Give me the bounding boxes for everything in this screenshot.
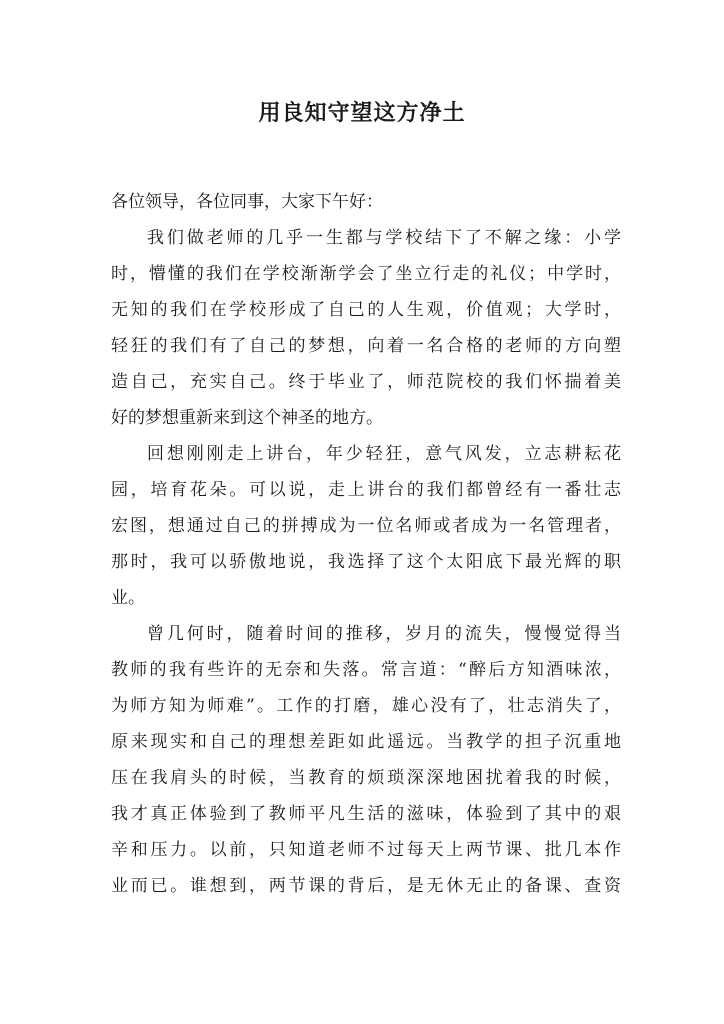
document-body <box>111 184 621 904</box>
paragraph-line: 我才真正体验到了教师平凡生活的滋味，体验到了其中的艰 <box>111 804 621 824</box>
paragraph-line: 我们做老师的几乎一生都与学校结下了不解之缘：小学 <box>147 228 621 248</box>
paragraph-line: 时，懵懂的我们在学校渐渐学会了坐立行走的礼仪；中学时， <box>111 264 621 284</box>
paragraph-line: 压在我肩头的时候，当教育的烦琐深深地困扰着我的时候， <box>111 768 621 788</box>
paragraph-line: 曾几何时，随着时间的推移，岁月的流失，慢慢觉得当 <box>147 624 621 644</box>
paragraph-line: 宏图，想通过自己的拼搏成为一位名师或者成为一名管理者， <box>111 516 621 536</box>
paragraph-line: 造自己，充实自己。终于毕业了，师范院校的我们怀揣着美 <box>111 372 621 392</box>
document-title: 用良知守望这方净土 <box>258 100 466 126</box>
paragraph-line: 业而已。谁想到，两节课的背后，是无休无止的备课、查资 <box>111 876 621 896</box>
paragraph-line: 回想刚刚走上讲台，年少轻狂，意气风发，立志耕耘花 <box>147 444 621 464</box>
paragraph-line: 园，培育花朵。可以说，走上讲台的我们都曾经有一番壮志 <box>111 480 621 500</box>
paragraph-line: 轻狂的我们有了自己的梦想，向着一名合格的老师的方向塑 <box>111 336 621 356</box>
paragraph-line: 为师方知为师难”。工作的打磨，雄心没有了，壮志消失了， <box>111 696 621 716</box>
paragraph-line: 辛和压力。以前，只知道老师不过每天上两节课、批几本作 <box>111 840 621 860</box>
paragraph-line: 原来现实和自己的理想差距如此遥远。当教学的担子沉重地 <box>111 732 621 752</box>
paragraph-line: 无知的我们在学校形成了自己的人生观，价值观；大学时， <box>111 300 621 320</box>
paragraph-line: 那时，我可以骄傲地说，我选择了这个太阳底下最光辉的职 <box>111 552 621 572</box>
paragraph-line: 业。 <box>111 588 145 608</box>
paragraph-line: 教师的我有些许的无奈和失落。常言道：“醉后方知酒味浓， <box>111 660 621 680</box>
paragraph-line: 好的梦想重新来到这个神圣的地方。 <box>111 408 383 428</box>
greeting-line: 各位领导，各位同事，大家下午好： <box>111 192 383 212</box>
